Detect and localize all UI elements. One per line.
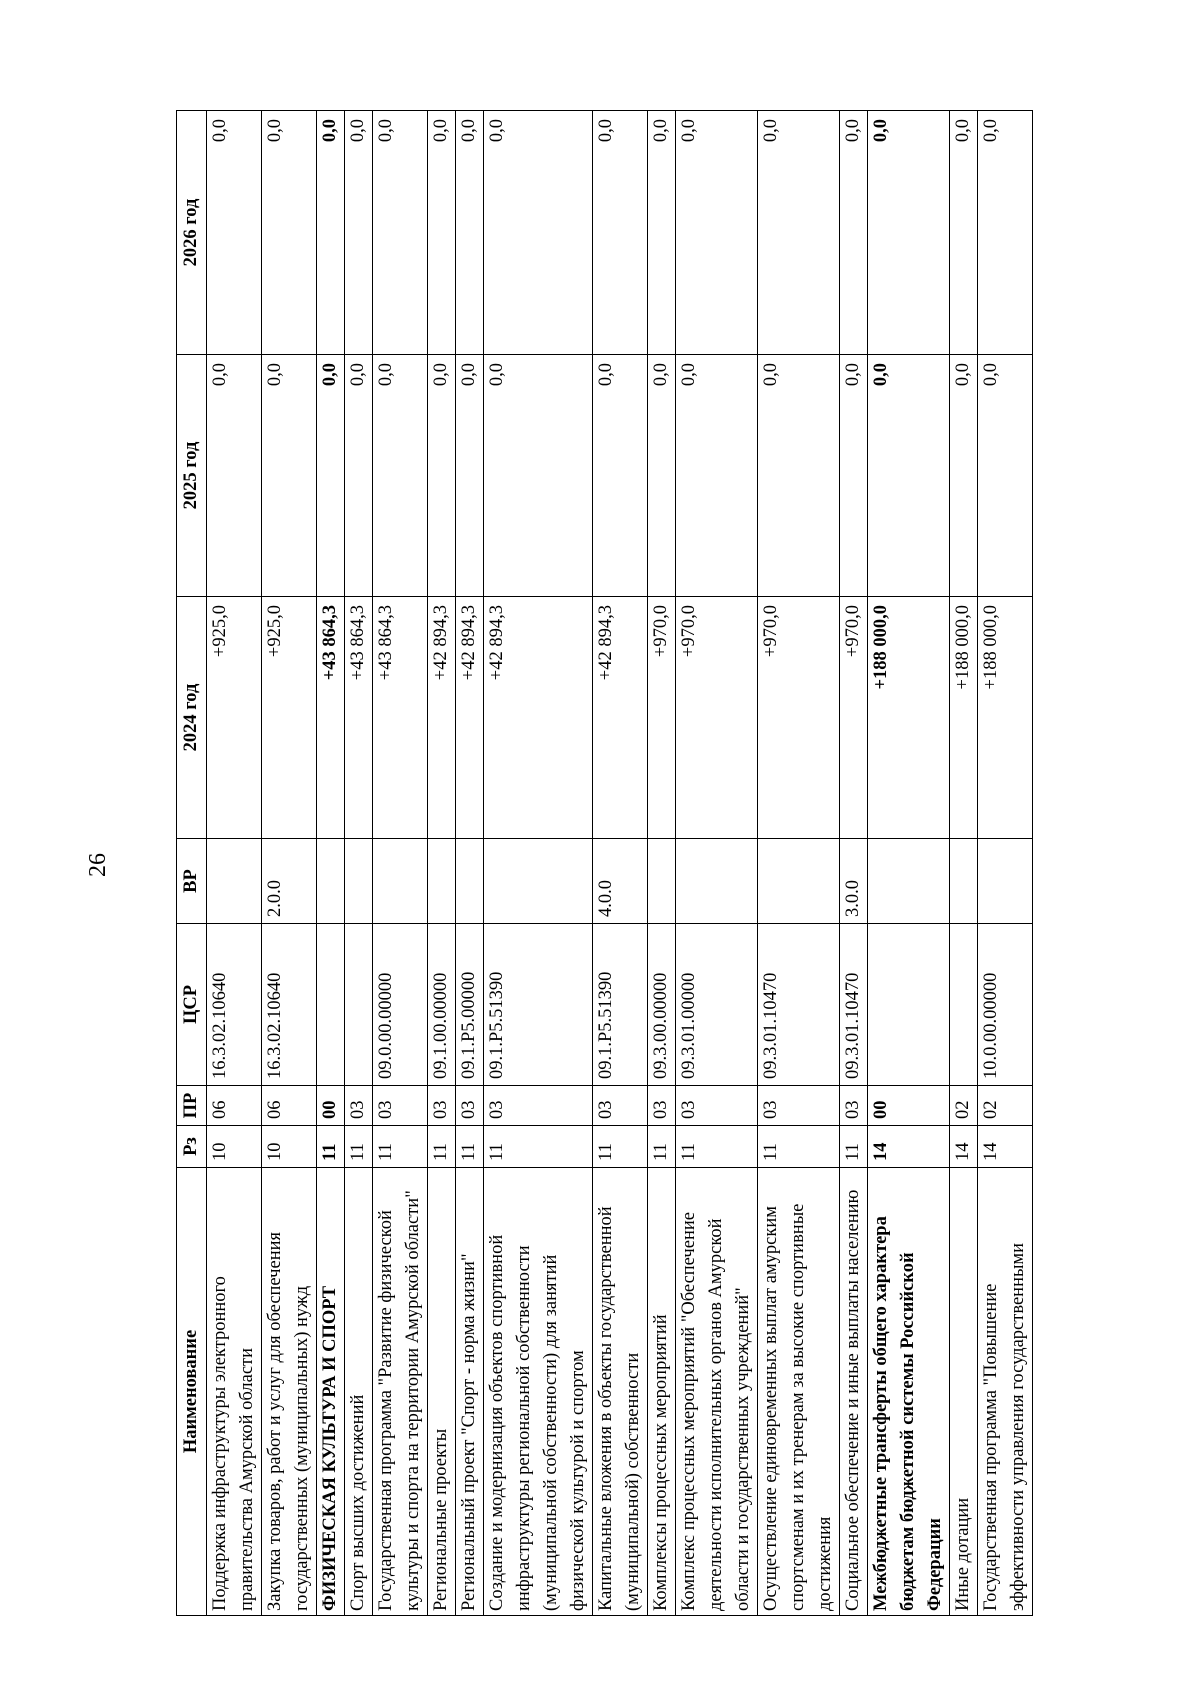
budget-table [176,110,1033,1616]
cell-rz: 11 [317,1126,345,1168]
cell-csr [317,924,345,1086]
cell-rz: 14 [868,1126,950,1168]
cell-csr: 09.1.Р5.51390 [484,924,593,1086]
header-vr: ВР [177,839,207,924]
cell-2025: 0,0 [950,355,978,597]
cell-2026: 0,0 [428,111,456,355]
cell-name: ФИЗИЧЕСКАЯ КУЛЬТУРА И СПОРТ [317,1168,345,1616]
cell-rz: 11 [345,1126,373,1168]
cell-2024: +42 894,3 [593,597,648,839]
cell-rz: 11 [484,1126,593,1168]
cell-csr: 09.1.Р5.00000 [456,924,484,1086]
cell-2024: +970,0 [648,597,676,839]
cell-vr: 2.0.0 [262,839,317,924]
header-2026: 2026 год [177,111,207,355]
cell-2025: 0,0 [978,355,1033,597]
table-row [484,111,593,1616]
cell-2026: 0,0 [373,111,428,355]
cell-2026: 0,0 [484,111,593,355]
cell-2024: +42 894,3 [484,597,593,839]
cell-name: Комплекс процессных мероприятий "Обеспечение деятельности исполнительных органов Амурской области и государственных учреждений" [676,1168,758,1616]
table-row [593,111,648,1616]
cell-2024: +925,0 [262,597,317,839]
table-row [428,111,456,1616]
cell-vr [950,839,978,924]
header-2024: 2024 год [177,597,207,839]
cell-2024: +925,0 [207,597,262,839]
cell-rz: 14 [978,1126,1033,1168]
header-name: Наименование [177,1168,207,1616]
cell-csr [345,924,373,1086]
cell-2025: 0,0 [317,355,345,597]
cell-vr [868,839,950,924]
cell-pr: 00 [868,1086,950,1126]
cell-pr: 03 [428,1086,456,1126]
cell-2026: 0,0 [758,111,840,355]
cell-2025: 0,0 [262,355,317,597]
cell-vr [676,839,758,924]
cell-2026: 0,0 [868,111,950,355]
cell-name: Капитальные вложения в объекты государственной (муниципальной) собственности [593,1168,648,1616]
cell-2025: 0,0 [593,355,648,597]
cell-vr [373,839,428,924]
cell-2026: 0,0 [262,111,317,355]
table-row [317,111,345,1616]
cell-2026: 0,0 [317,111,345,355]
header-csr: ЦСР [177,924,207,1086]
cell-csr: 09.0.00.00000 [373,924,428,1086]
cell-rz: 11 [676,1126,758,1168]
cell-2025: 0,0 [484,355,593,597]
cell-rz: 11 [428,1126,456,1168]
cell-rz: 11 [758,1126,840,1168]
cell-pr: 02 [950,1086,978,1126]
table-row [840,111,868,1616]
cell-pr: 02 [978,1086,1033,1126]
cell-name: Социальное обеспечение и иные выплаты населению [840,1168,868,1616]
cell-pr: 03 [840,1086,868,1126]
cell-csr: 16.3.02.10640 [262,924,317,1086]
cell-rz: 10 [262,1126,317,1168]
table-body [207,111,1033,1616]
table-row [978,111,1033,1616]
cell-pr: 03 [648,1086,676,1126]
cell-2026: 0,0 [950,111,978,355]
cell-rz: 11 [373,1126,428,1168]
cell-2024: +188 000,0 [978,597,1033,839]
cell-2025: 0,0 [373,355,428,597]
cell-vr: 3.0.0 [840,839,868,924]
cell-vr [978,839,1033,924]
cell-csr [950,924,978,1086]
cell-pr: 03 [593,1086,648,1126]
cell-csr: 09.1.00.00000 [428,924,456,1086]
cell-name: Межбюджетные трансферты общего характера бюджетам бюджетной системы Российской Федерации [868,1168,950,1616]
cell-2024: +43 864,3 [345,597,373,839]
table-row [868,111,950,1616]
cell-name: Спорт высших достижений [345,1168,373,1616]
cell-vr: 4.0.0 [593,839,648,924]
cell-2025: 0,0 [428,355,456,597]
cell-pr: 03 [345,1086,373,1126]
table-row [648,111,676,1616]
header-2025: 2025 год [177,355,207,597]
cell-pr: 00 [317,1086,345,1126]
cell-vr [648,839,676,924]
cell-2024: +970,0 [758,597,840,839]
cell-vr [456,839,484,924]
cell-2025: 0,0 [207,355,262,597]
cell-name: Иные дотации [950,1168,978,1616]
cell-vr [758,839,840,924]
cell-2025: 0,0 [345,355,373,597]
header-pr: ПР [177,1086,207,1126]
cell-2025: 0,0 [456,355,484,597]
cell-csr: 10.0.00.00000 [978,924,1033,1086]
cell-pr: 03 [456,1086,484,1126]
cell-rz: 11 [593,1126,648,1168]
cell-2025: 0,0 [676,355,758,597]
table-row [262,111,317,1616]
cell-2025: 0,0 [840,355,868,597]
cell-csr: 09.3.01.00000 [676,924,758,1086]
cell-2025: 0,0 [648,355,676,597]
table-row [345,111,373,1616]
cell-rz: 11 [456,1126,484,1168]
cell-rz: 14 [950,1126,978,1168]
table-row [758,111,840,1616]
cell-name: Региональные проекты [428,1168,456,1616]
table-row [456,111,484,1616]
table-header-row [177,111,207,1616]
cell-vr [317,839,345,924]
cell-pr: 06 [207,1086,262,1126]
cell-csr: 09.3.01.10470 [758,924,840,1086]
cell-name: Закупка товаров, работ и услуг для обеспечения государственных (муниципальных) нужд [262,1168,317,1616]
cell-vr [484,839,593,924]
cell-name: Комплексы процессных мероприятий [648,1168,676,1616]
cell-name: Государственная программа "Повышение эффективности управления государственными [978,1168,1033,1616]
cell-rz: 10 [207,1126,262,1168]
cell-csr: 09.3.01.10470 [840,924,868,1086]
cell-2024: +970,0 [840,597,868,839]
cell-2024: +42 894,3 [456,597,484,839]
cell-2024: +188 000,0 [868,597,950,839]
table-row [950,111,978,1616]
cell-2024: +188 000,0 [950,597,978,839]
cell-pr: 03 [676,1086,758,1126]
rotated-table-wrapper [176,111,1200,1616]
header-rz: Рз [177,1126,207,1168]
table-row [676,111,758,1616]
cell-2026: 0,0 [648,111,676,355]
cell-2026: 0,0 [978,111,1033,355]
cell-2024: +43 864,3 [317,597,345,839]
cell-csr: 09.1.Р5.51390 [593,924,648,1086]
cell-vr [428,839,456,924]
cell-pr: 03 [484,1086,593,1126]
cell-2026: 0,0 [593,111,648,355]
cell-2026: 0,0 [840,111,868,355]
cell-name: Государственная программа "Развитие физической культуры и спорта на территории Амурской области" [373,1168,428,1616]
cell-2026: 0,0 [676,111,758,355]
cell-vr [345,839,373,924]
cell-csr [868,924,950,1086]
cell-csr: 16.3.02.10640 [207,924,262,1086]
cell-rz: 11 [840,1126,868,1168]
page-number: 26 [85,853,111,877]
cell-pr: 06 [262,1086,317,1126]
cell-2024: +42 894,3 [428,597,456,839]
cell-2026: 0,0 [345,111,373,355]
cell-2024: +970,0 [676,597,758,839]
cell-pr: 03 [758,1086,840,1126]
cell-2026: 0,0 [207,111,262,355]
table-row [207,111,262,1616]
cell-2024: +43 864,3 [373,597,428,839]
cell-name: Создание и модернизация объектов спортивной инфраструктуры региональной собственности (муниципальной собственности) для занятий физической культурой и спортом [484,1168,593,1616]
cell-pr: 03 [373,1086,428,1126]
cell-csr: 09.3.00.00000 [648,924,676,1086]
table-row [373,111,428,1616]
cell-2025: 0,0 [758,355,840,597]
cell-rz: 11 [648,1126,676,1168]
cell-2025: 0,0 [868,355,950,597]
cell-vr [207,839,262,924]
cell-name: Региональный проект "Спорт - норма жизни" [456,1168,484,1616]
cell-2026: 0,0 [456,111,484,355]
cell-name: Осуществление единовременных выплат амурским спортсменам и их тренерам за высокие спортивные достижения [758,1168,840,1616]
cell-name: Поддержка инфраструктуры электронного правительства Амурской области [207,1168,262,1616]
